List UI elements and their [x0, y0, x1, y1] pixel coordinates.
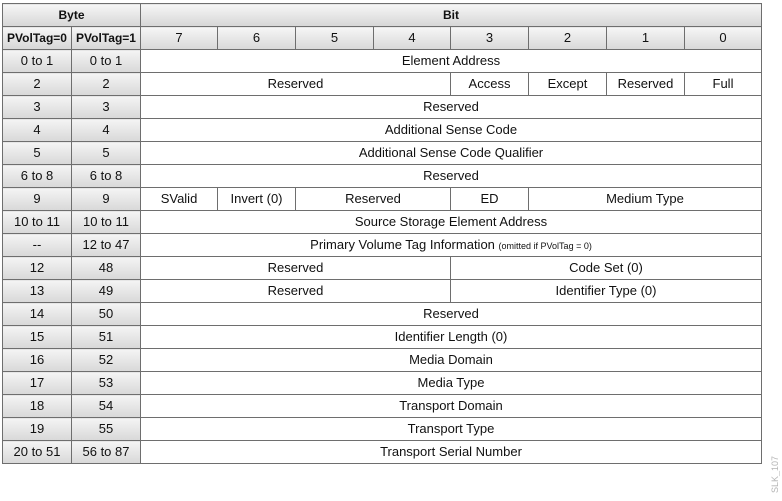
byte-pvoltag0-cell: 9 — [3, 188, 72, 211]
byte-pvoltag1-cell: 54 — [72, 395, 141, 418]
byte-pvoltag1-cell: 50 — [72, 303, 141, 326]
field-invert: Invert (0) — [218, 188, 296, 211]
field-access: Access — [451, 73, 529, 96]
field-svalid: SValid — [141, 188, 218, 211]
byte-pvoltag1-cell: 49 — [72, 280, 141, 303]
byte-pvoltag0-cell: 14 — [3, 303, 72, 326]
table-row — [3, 257, 762, 280]
figure-id-watermark: SLK_107 — [770, 455, 780, 493]
table-body — [3, 50, 762, 464]
table-row — [3, 280, 762, 303]
field-reserved: Reserved — [141, 165, 762, 188]
field-primary-volume-tag-note: (omitted if PVolTag = 0) — [498, 240, 592, 251]
byte-pvoltag1-cell: 12 to 47 — [72, 234, 141, 257]
field-media-type: Media Type — [141, 372, 762, 395]
table-row — [3, 119, 762, 142]
field-primary-volume-tag-information — [141, 234, 762, 257]
byte-pvoltag0-cell: 2 — [3, 73, 72, 96]
byte-pvoltag0-cell: 3 — [3, 96, 72, 119]
bit-1-header: 1 — [607, 27, 685, 50]
bit-7-header: 7 — [141, 27, 218, 50]
bit-2-header: 2 — [529, 27, 607, 50]
byte-pvoltag0-cell: 19 — [3, 418, 72, 441]
byte-pvoltag1-cell: 6 to 8 — [72, 165, 141, 188]
field-medium-type: Medium Type — [529, 188, 762, 211]
byte-pvoltag1-cell: 10 to 11 — [72, 211, 141, 234]
field-additional-sense-code-qualifier: Additional Sense Code Qualifier — [141, 142, 762, 165]
field-reserved: Reserved — [141, 303, 762, 326]
byte-pvoltag0-cell: 13 — [3, 280, 72, 303]
field-except: Except — [529, 73, 607, 96]
bit-header: Bit — [141, 4, 762, 27]
table-row — [3, 326, 762, 349]
byte-pvoltag0-cell: 4 — [3, 119, 72, 142]
field-reserved: Reserved — [296, 188, 451, 211]
table-row — [3, 188, 762, 211]
table-row — [3, 372, 762, 395]
table-row — [3, 395, 762, 418]
field-reserved: Reserved — [141, 280, 451, 303]
byte-pvoltag0-cell: 10 to 11 — [3, 211, 72, 234]
byte-pvoltag1-cell: 48 — [72, 257, 141, 280]
byte-pvoltag1-cell: 55 — [72, 418, 141, 441]
byte-pvoltag0-cell: 17 — [3, 372, 72, 395]
byte-pvoltag1-cell: 0 to 1 — [72, 50, 141, 73]
field-transport-serial-number: Transport Serial Number — [141, 441, 762, 464]
table-row — [3, 418, 762, 441]
byte-pvoltag1-cell: 4 — [72, 119, 141, 142]
table-row — [3, 441, 762, 464]
byte-pvoltag1-cell: 52 — [72, 349, 141, 372]
byte-pvoltag1-cell: 53 — [72, 372, 141, 395]
pvoltag0-header: PVolTag=0 — [3, 27, 72, 50]
field-transport-domain: Transport Domain — [141, 395, 762, 418]
byte-pvoltag1-cell: 51 — [72, 326, 141, 349]
byte-pvoltag0-cell: 12 — [3, 257, 72, 280]
field-identifier-type: Identifier Type (0) — [451, 280, 762, 303]
table-row — [3, 50, 762, 73]
byte-pvoltag1-cell: 2 — [72, 73, 141, 96]
field-identifier-length: Identifier Length (0) — [141, 326, 762, 349]
byte-pvoltag0-cell: 5 — [3, 142, 72, 165]
bit-5-header: 5 — [296, 27, 374, 50]
pvoltag1-header: PVolTag=1 — [72, 27, 141, 50]
byte-pvoltag0-cell: 18 — [3, 395, 72, 418]
field-reserved: Reserved — [607, 73, 685, 96]
byte-header: Byte — [3, 4, 141, 27]
byte-pvoltag0-cell: 20 to 51 — [3, 441, 72, 464]
field-reserved: Reserved — [141, 73, 451, 96]
byte-pvoltag1-cell: 9 — [72, 188, 141, 211]
field-source-storage-element-address: Source Storage Element Address — [141, 211, 762, 234]
table-row — [3, 142, 762, 165]
bit-3-header: 3 — [451, 27, 529, 50]
table-row — [3, 96, 762, 119]
field-reserved: Reserved — [141, 257, 451, 280]
field-code-set: Code Set (0) — [451, 257, 762, 280]
byte-pvoltag0-cell: 6 to 8 — [3, 165, 72, 188]
byte-pvoltag0-cell: -- — [3, 234, 72, 257]
table-row — [3, 73, 762, 96]
bit-6-header: 6 — [218, 27, 296, 50]
field-reserved: Reserved — [141, 96, 762, 119]
field-primary-volume-tag-label: Primary Volume Tag Information — [310, 236, 495, 252]
byte-pvoltag1-cell: 5 — [72, 142, 141, 165]
bit-4-header: 4 — [374, 27, 451, 50]
field-full: Full — [685, 73, 762, 96]
field-ed: ED — [451, 188, 529, 211]
field-element-address: Element Address — [141, 50, 762, 73]
field-additional-sense-code: Additional Sense Code — [141, 119, 762, 142]
byte-pvoltag0-cell: 15 — [3, 326, 72, 349]
table-row — [3, 211, 762, 234]
byte-pvoltag1-cell: 3 — [72, 96, 141, 119]
table-row — [3, 234, 762, 257]
byte-pvoltag1-cell: 56 to 87 — [72, 441, 141, 464]
field-media-domain: Media Domain — [141, 349, 762, 372]
table-row — [3, 165, 762, 188]
bit-0-header: 0 — [685, 27, 762, 50]
element-descriptor-table — [2, 3, 762, 464]
byte-pvoltag0-cell: 16 — [3, 349, 72, 372]
table-row — [3, 349, 762, 372]
field-transport-type: Transport Type — [141, 418, 762, 441]
table-row — [3, 303, 762, 326]
element-descriptor-table-container — [2, 3, 762, 464]
byte-pvoltag0-cell: 0 to 1 — [3, 50, 72, 73]
